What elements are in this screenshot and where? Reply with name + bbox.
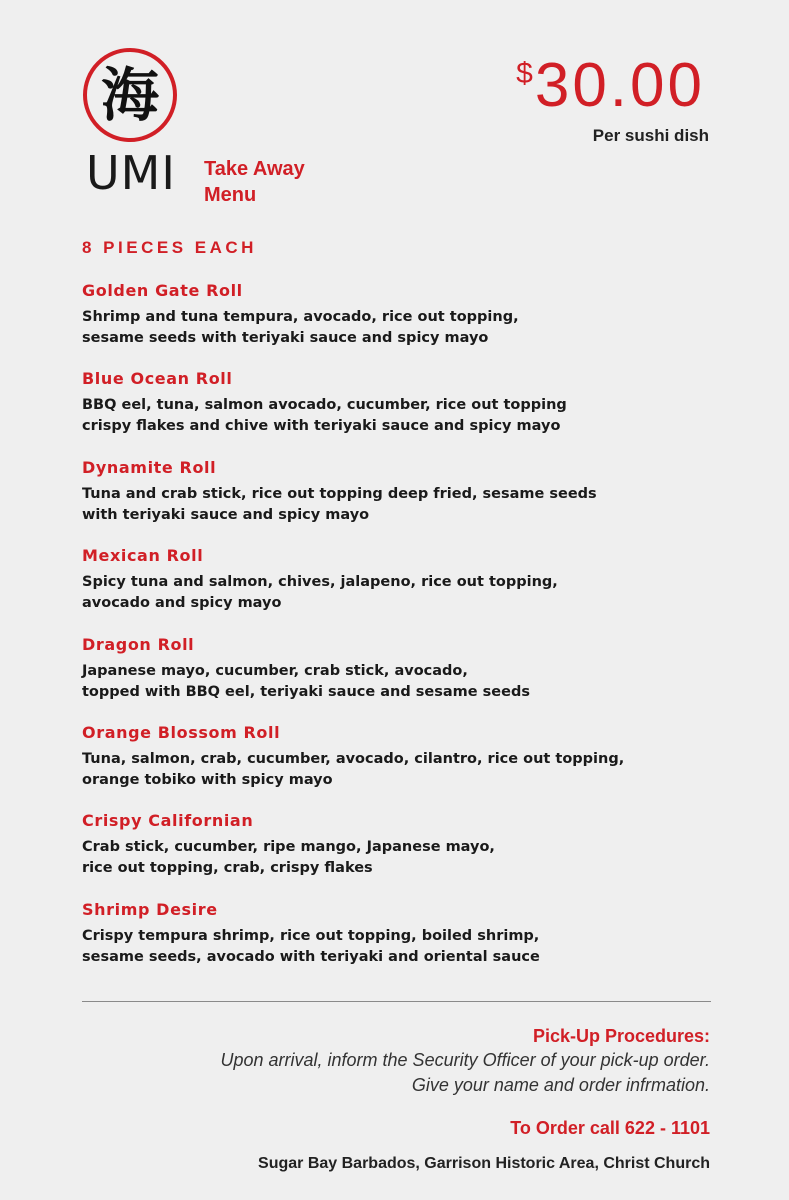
menu-item-desc-line2: crispy flakes and chive with teriyaki sauce and spicy mayo [82, 418, 561, 435]
menu-item-desc-line1: Japanese mayo, cucumber, crab stick, avocado, [82, 662, 468, 679]
menu-item-desc-line1: Spicy tuna and salmon, chives, jalapeno, rice out topping, [82, 574, 558, 591]
menu-item [82, 457, 722, 545]
menu-item-name: Orange Blossom Roll [82, 722, 281, 742]
menu-item-desc-line2: orange tobiko with spicy mayo [82, 771, 333, 788]
menu-item-name: Mexican Roll [82, 546, 204, 566]
address: Sugar Bay Barbados, Garrison Historic Area, Christ Church [258, 1155, 710, 1172]
footer [60, 1024, 710, 1175]
menu-item-name: Dragon Roll [82, 634, 195, 654]
menu-item-desc-line1: Crab stick, cucumber, ripe mango, Japanese mayo, [82, 839, 495, 856]
menu-item-desc-line1: Tuna and crab stick, rice out topping deep fried, sesame seeds [82, 485, 597, 502]
price-subtitle: Per sushi dish [592, 126, 709, 145]
menu-item-desc-line1: BBQ eel, tuna, salmon avocado, cucumber, rice out topping [82, 397, 567, 414]
price-currency: $ [516, 57, 533, 90]
menu-item-desc-line2: avocado and spicy mayo [82, 595, 282, 612]
pickup-title: Pick-Up Procedures: [532, 1026, 710, 1046]
menu-title-line2: Menu [204, 184, 257, 206]
menu-item-desc-line2: topped with BBQ eel, teriyaki sauce and sesame seeds [82, 683, 530, 700]
menu-item-desc-line2: with teriyaki sauce and spicy mayo [82, 506, 370, 523]
price-amount: 30.00 [534, 51, 705, 120]
price [516, 51, 705, 120]
menu-item [82, 368, 722, 456]
menu-item [82, 634, 722, 722]
logo-emblem [83, 48, 177, 142]
menu-title-line1: Take Away [204, 158, 305, 180]
menu-item-name: Golden Gate Roll [82, 281, 243, 300]
menu-title [204, 156, 305, 208]
menu-item-name: Shrimp Desire [82, 899, 218, 919]
divider [82, 1001, 711, 1002]
menu-item-name: Blue Ocean Roll [82, 369, 233, 389]
menu-item-desc-line1: Crispy tempura shrimp, rice out topping, boiled shrimp, [82, 927, 540, 944]
menu-item-desc-line1: Tuna, salmon, crab, cucumber, avocado, cilantro, rice out topping, [82, 750, 625, 767]
menu-item-desc-line2: rice out topping, crab, crispy flakes [82, 860, 373, 877]
menu-item-desc-line2: sesame seeds with teriyaki sauce and spicy mayo [82, 330, 489, 346]
menu-list [82, 280, 722, 987]
menu-item-desc-line1: Shrimp and tuna tempura, avocado, rice out topping, [82, 309, 519, 325]
brand-name: UMI [86, 146, 176, 200]
order-phone: To Order call 622 - 1101 [510, 1118, 710, 1138]
pickup-line2: Give your name and order infrmation. [411, 1075, 710, 1095]
menu-item-name: Crispy Californian [82, 811, 254, 831]
section-heading: 8 PIECES EACH [82, 238, 257, 257]
pickup-line1: Upon arrival, inform the Security Officer of your pick-up order. [220, 1050, 710, 1070]
logo-glyph: 海 [100, 61, 159, 129]
menu-item [82, 722, 722, 810]
menu-item [82, 899, 722, 987]
menu-item [82, 545, 722, 633]
menu-item [82, 810, 722, 898]
menu-item-desc-line2: sesame seeds, avocado with teriyaki and oriental sauce [82, 948, 540, 965]
menu-item-name: Dynamite Roll [82, 457, 217, 477]
menu-item [82, 280, 722, 368]
